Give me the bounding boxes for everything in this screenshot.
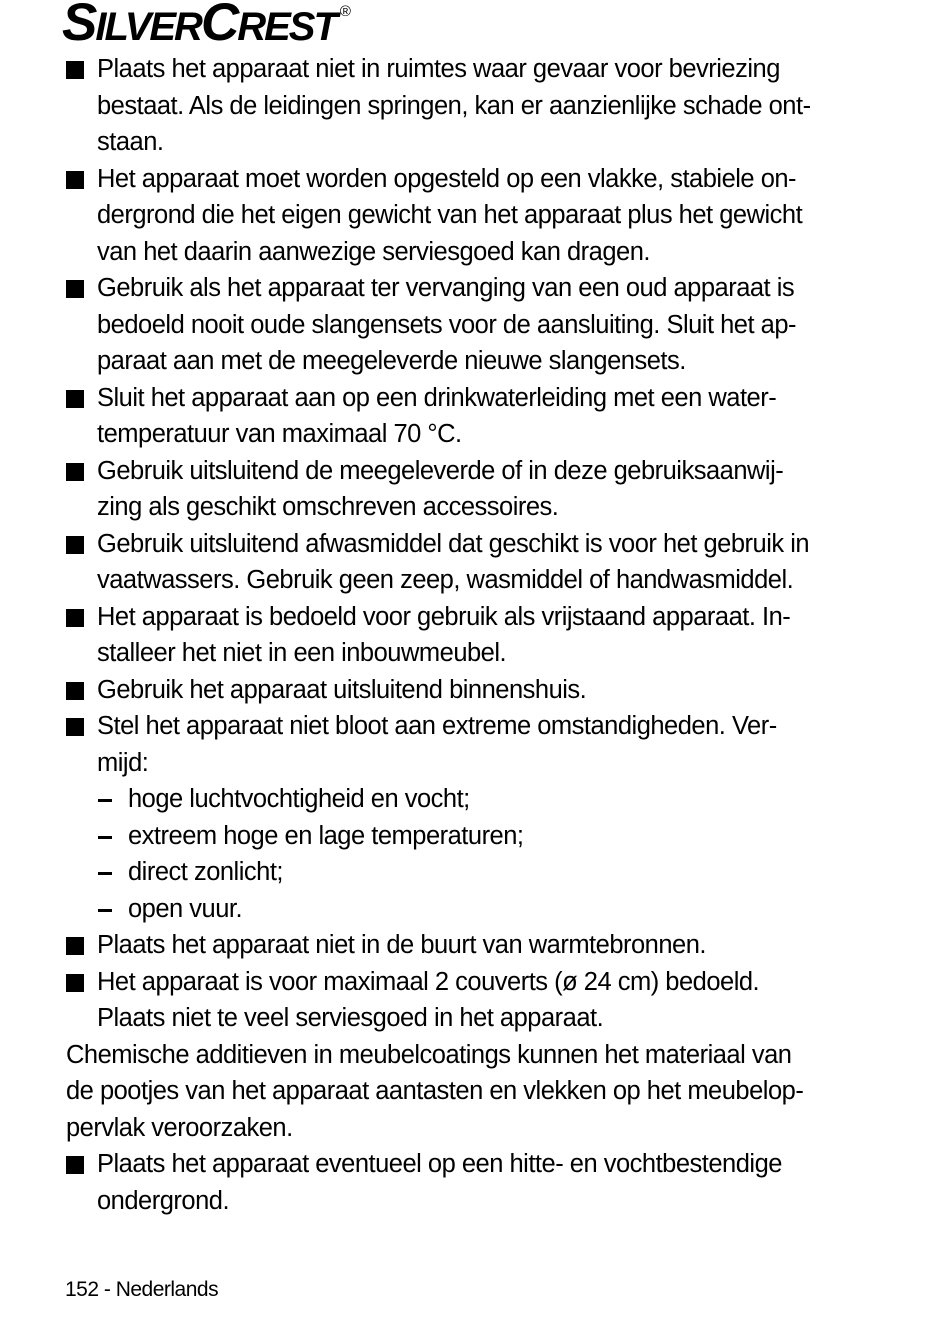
- dash-marker: [98, 836, 112, 839]
- text-line: Gebruik uitsluitend de meegeleverde of in deze gebruiksaanwij-: [97, 456, 784, 485]
- text-line: ondergrond.: [97, 1186, 230, 1215]
- registered-trademark-icon: ®: [339, 3, 351, 20]
- text-line: Stel het apparaat niet bloot aan extreme omstandigheden. Ver-: [97, 712, 777, 740]
- bullet-item: [66, 526, 876, 599]
- text-line: vaatwassers. Gebruik geen zeep, wasmiddel of handwasmiddel.: [97, 566, 794, 594]
- text-line: zing als geschikt omschreven accessoires.: [97, 493, 559, 521]
- bullet-item: [66, 599, 876, 672]
- bullet-item: [66, 51, 876, 161]
- text-line: dergrond die het eigen gewicht van het apparaat plus het gewicht: [97, 201, 803, 229]
- logo-text-rest: REST: [237, 5, 336, 49]
- bullet-item: [66, 270, 876, 380]
- text-line: Het apparaat is voor maximaal 2 couverts (ø 24 cm) bedoeld.: [97, 967, 760, 996]
- bullet-item: [66, 927, 876, 964]
- bullet-square-marker: [66, 463, 84, 481]
- bullet-item: [66, 1146, 876, 1219]
- page-footer-label: 152 - Nederlands: [65, 1278, 219, 1301]
- bullet-square-marker: [66, 682, 84, 700]
- dash-sub-item: [66, 891, 876, 928]
- text-line: pervlak veroorzaken.: [66, 1113, 293, 1142]
- text-line: Plaats het apparaat niet in de buurt van warmtebronnen.: [97, 931, 706, 959]
- text-line: Chemische additieven in meubelcoatings kunnen het materiaal van: [66, 1040, 792, 1069]
- bullet-item: [66, 380, 876, 453]
- bullet-item: [66, 964, 876, 1037]
- dash-marker: [98, 872, 112, 875]
- bullet-square-marker: [66, 280, 84, 298]
- text-line: direct zonlicht;: [128, 858, 283, 886]
- text-line: extreem hoge en lage temperaturen;: [128, 821, 524, 850]
- bullet-square-marker: [66, 61, 84, 79]
- text-line: van het daarin aanwezige serviesgoed kan dragen.: [97, 237, 650, 266]
- text-line: Plaats niet te veel serviesgoed in het apparaat.: [97, 1004, 604, 1032]
- bullet-item: [66, 708, 876, 781]
- text-line: bestaat. Als de leidingen springen, kan er aanzienlijke schade ont-: [97, 91, 811, 120]
- text-line: stalleer het niet in een inbouwmeubel.: [97, 639, 507, 667]
- dash-marker: [98, 909, 112, 912]
- text-line: hoge luchtvochtigheid en vocht;: [128, 785, 470, 813]
- text-line: staan.: [97, 128, 164, 156]
- bullet-square-marker: [66, 171, 84, 189]
- text-line: open vuur.: [128, 894, 243, 923]
- text-line: Gebruik als het apparaat ter vervanging van een oud apparaat is: [97, 274, 795, 302]
- bullet-square-marker: [66, 937, 84, 955]
- dash-sub-item: [66, 781, 876, 818]
- bullet-square-marker: [66, 718, 84, 736]
- text-line: Het apparaat is bedoeld voor gebruik als vrijstaand apparaat. In-: [97, 602, 791, 631]
- logo-text-ilver: ILVER: [95, 5, 201, 49]
- dash-sub-item: [66, 854, 876, 891]
- bullet-item: [66, 453, 876, 526]
- bullet-square-marker: [66, 609, 84, 627]
- logo-initial-s: S: [62, 0, 96, 52]
- bullet-square-marker: [66, 974, 84, 992]
- text-line: Gebruik het apparaat uitsluitend binnenshuis.: [97, 675, 587, 704]
- bullet-square-marker: [66, 390, 84, 408]
- text-line: Het apparaat moet worden opgesteld op een vlakke, stabiele on-: [97, 164, 797, 193]
- bullet-square-marker: [66, 536, 84, 554]
- text-line: Plaats het apparaat niet in ruimtes waar gevaar voor bevriezing: [97, 55, 780, 83]
- bullet-square-marker: [66, 1156, 84, 1174]
- paragraph: [66, 1037, 876, 1147]
- text-line: de pootjes van het apparaat aantasten en vlekken op het meubelop-: [66, 1077, 804, 1105]
- text-line: Gebruik uitsluitend afwasmiddel dat geschikt is voor het gebruik in: [97, 529, 810, 558]
- dash-marker: [98, 799, 112, 802]
- text-line: Sluit het apparaat aan op een drinkwaterleiding met een water-: [97, 383, 777, 412]
- bullet-item: [66, 672, 876, 709]
- dash-sub-item: [66, 818, 876, 855]
- text-line: bedoeld nooit oude slangensets voor de aansluiting. Sluit het ap-: [97, 310, 797, 339]
- text-line: temperatuur van maximaal 70 °C.: [97, 420, 462, 448]
- text-line: Plaats het apparaat eventueel op een hitte- en vochtbestendige: [97, 1150, 782, 1178]
- document-body: [66, 51, 876, 1219]
- text-line: paraat aan met de meegeleverde nieuwe slangensets.: [97, 347, 686, 375]
- text-line: mijd:: [97, 748, 149, 777]
- logo-initial-c: C: [200, 0, 238, 52]
- bullet-item: [66, 161, 876, 271]
